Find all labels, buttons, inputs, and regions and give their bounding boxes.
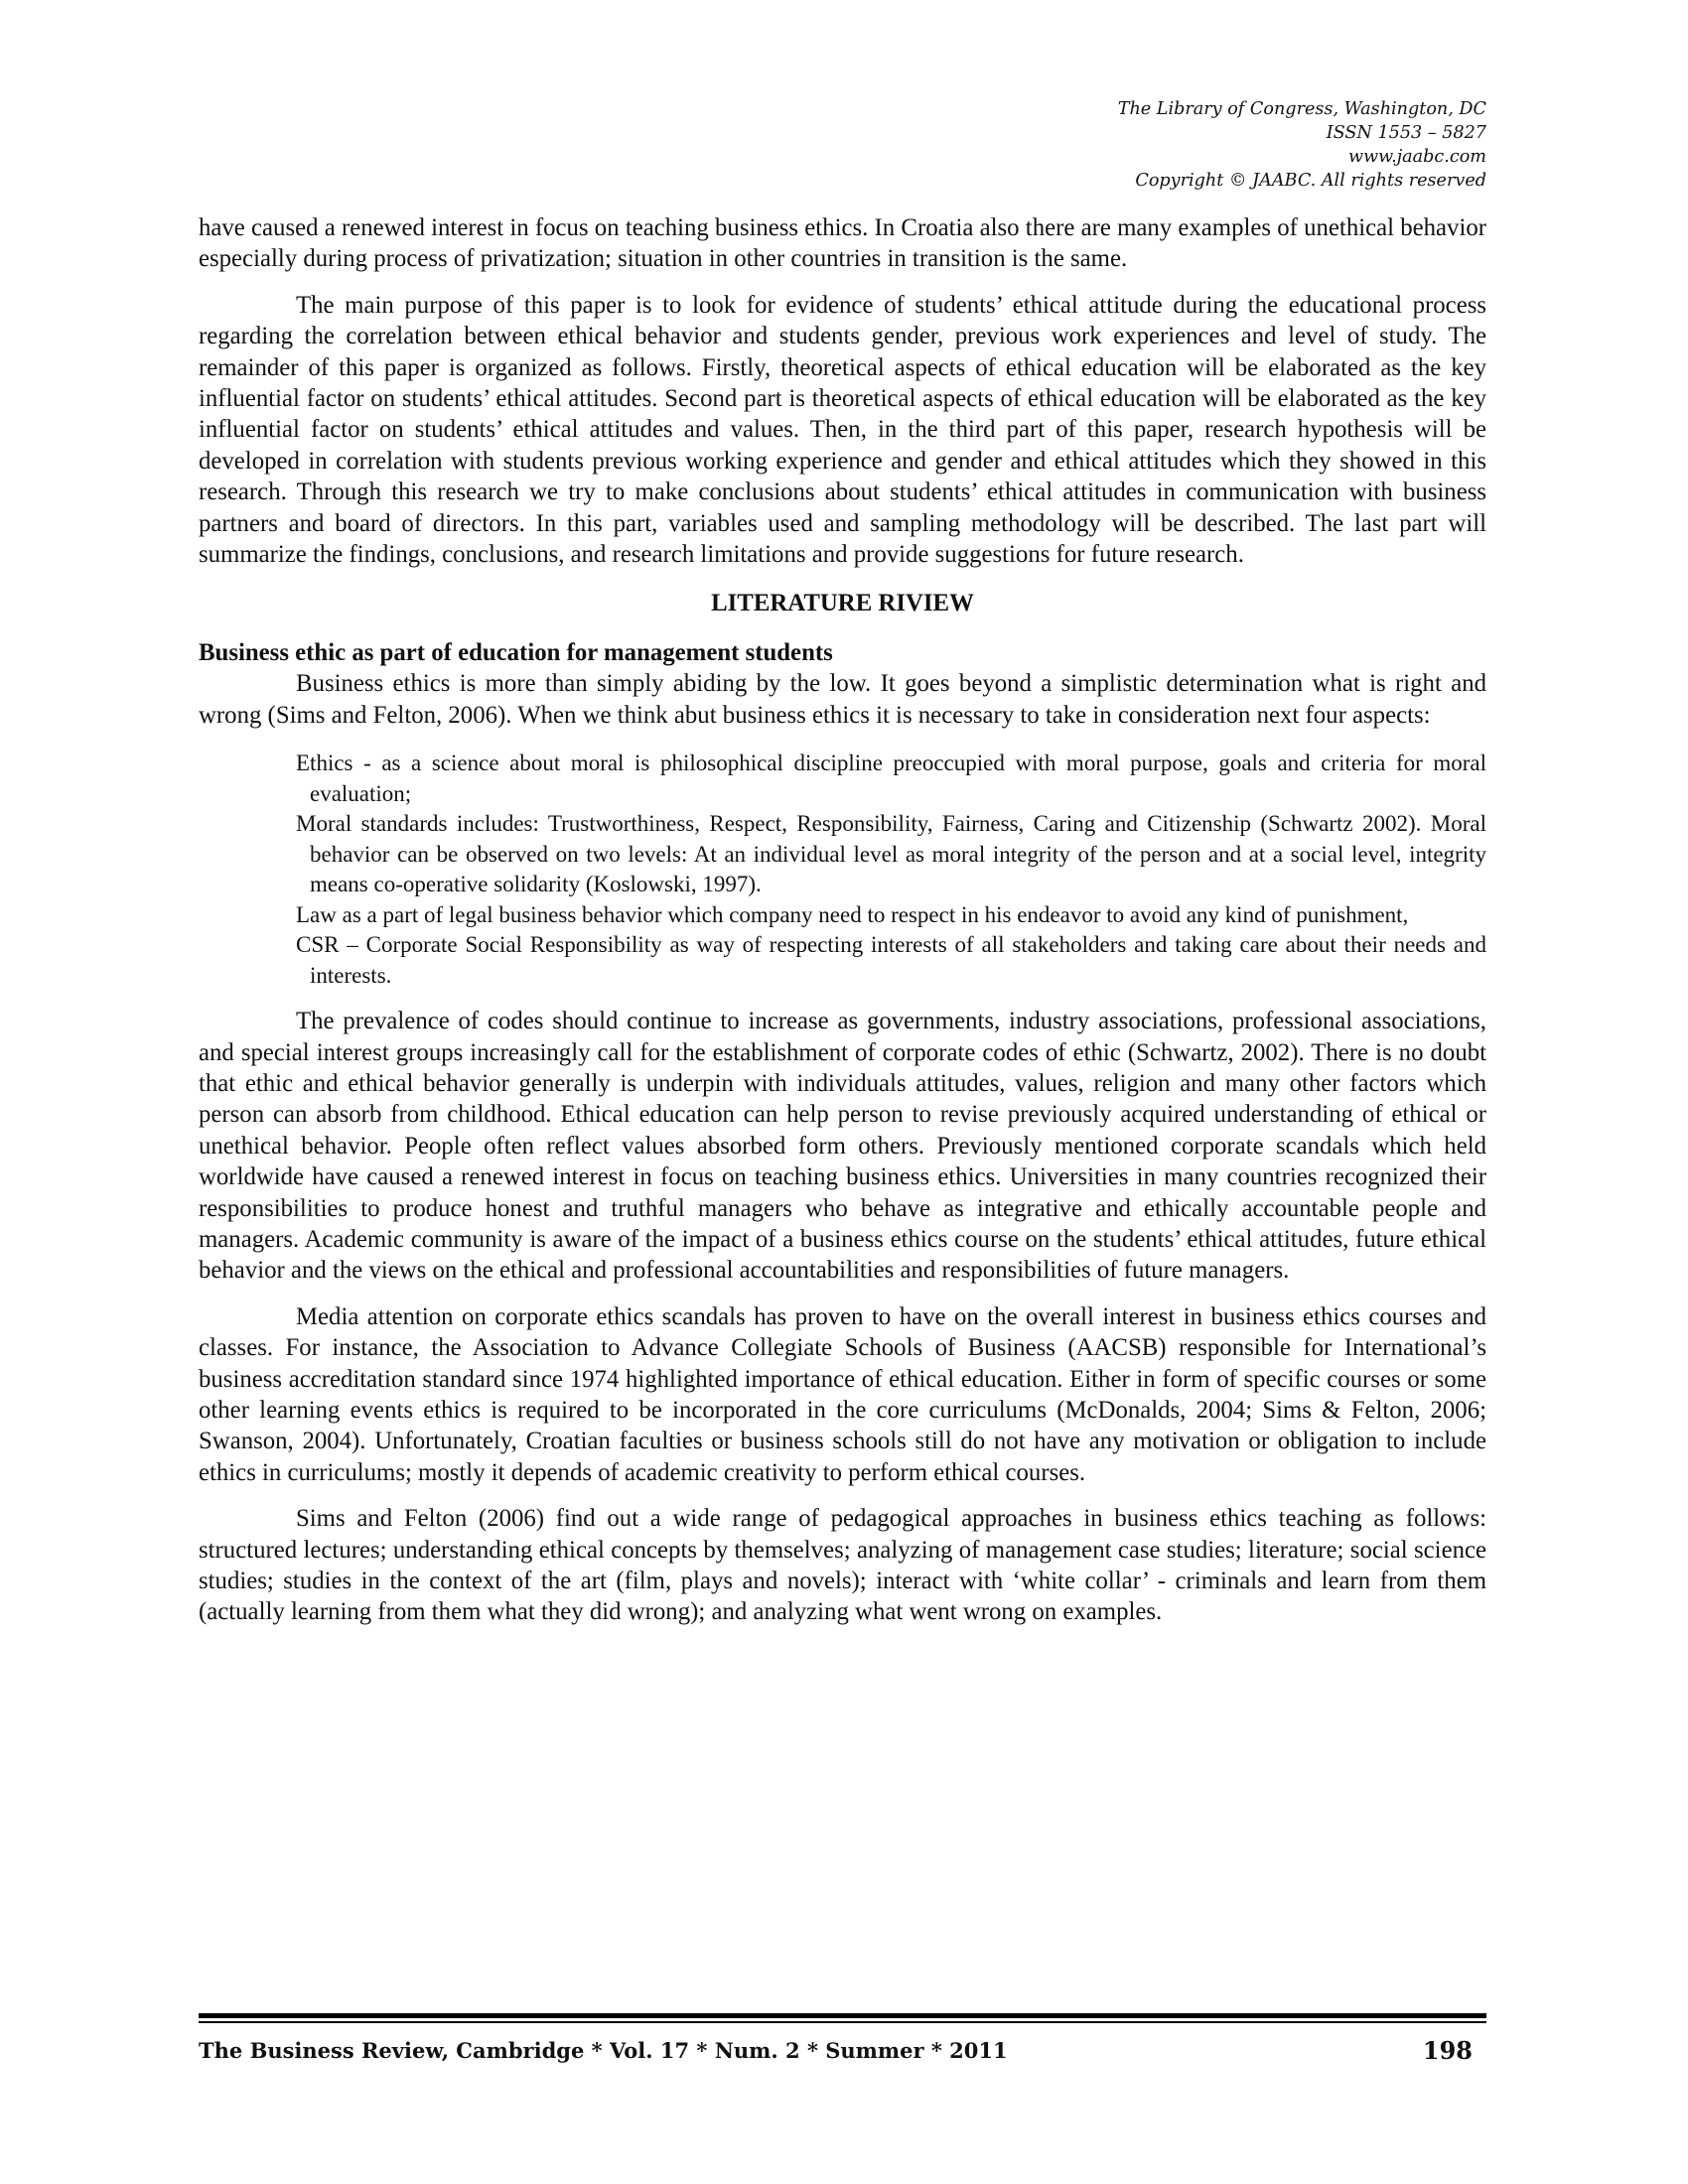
header-copyright: Copyright © JAABC. All rights reserved — [1135, 171, 1486, 191]
list-item: CSR – Corporate Social Responsibility as way of respecting interests of all stakeholders and taking care about their needs and interests. — [296, 932, 1486, 988]
page-header — [970, 97, 1486, 193]
article-body — [199, 212, 1486, 1628]
page-number: 198 — [1422, 2036, 1473, 2065]
footer-journal: The Business Review, Cambridge * Vol. 17 * Num. 2 * Summer * 2011 — [199, 2038, 1008, 2063]
list-item: Ethics - as a science about moral is philosophical discipline preoccupied with moral purpose, goals and criteria for moral evaluation; — [296, 751, 1486, 806]
header-publisher: The Library of Congress, Washington, DC — [1117, 99, 1486, 119]
footer-rule — [199, 2013, 1486, 2018]
paragraph-business-ethics: Business ethics is more than simply abiding by the low. It goes beyond a simplistic determination what is right and wrong (Sims and Felton, 2006). When we think abut business ethics it is necessary to take in consideration next four aspects: — [199, 670, 1486, 729]
list-item: Moral standards includes: Trustworthiness, Respect, Responsibility, Fairness, Caring and Citizenship (Schwartz 2002). Moral behavior can be observed on two levels: At an individual level as moral integrity of the person and at a social level, integrity means co-operative solidarity (Koslowski, 1997). — [296, 811, 1486, 897]
paragraph-codes: The prevalence of codes should continue to increase as governments, industry associations, professional associations, and special interest groups increasingly call for the establishment of corporate codes of ethic (Schwartz, 2002). There is no doubt that ethic and ethical behavior generally is underpin with individuals attitudes, values, religion and many other factors which person can absorb from childhood. Ethical education can help person to revise previously acquired understanding of ethical or unethical behavior. People often reflect values absorbed form others. Previously mentioned corporate scandals which held worldwide have caused a renewed interest in focus on teaching business ethics. Universities in many countries recognized their responsibilities to produce honest and truthful managers who behave as integrative and ethically accountable people and managers. Academic community is aware of the impact of a business ethics course on the students’ ethical attitudes, future ethical behavior and the views on the ethical and professional accountabilities and responsibilities of future managers. — [199, 1008, 1486, 1285]
footer-rule-thin — [199, 2021, 1486, 2023]
paragraph-purpose: The main purpose of this paper is to look for evidence of students’ ethical attitude during the educational process regarding the correlation between ethical behavior and students gender, previous work experiences and level of study. The remainder of this paper is organized as follows. Firstly, theoretical aspects of ethical education will be elaborated as the key influential factor on students’ ethical attitudes. Second part is theoretical aspects of ethical education will be elaborated as the key influential factor on students’ ethical attitudes and values. Then, in the third part of this paper, research hypothesis will be developed in correlation with students previous working experience and gender and ethical attitudes which they showed in this research. Through this research we try to make conclusions about students’ ethical attitudes in communication with business partners and board of directors. In this part, variables used and sampling methodology will be described. The last part will summarize the findings, conclusions, and research limitations and provide suggestions for future research. — [199, 291, 1486, 569]
page-footer — [199, 2037, 1486, 2065]
subsection-title: Business ethic as part of education for management students — [199, 638, 833, 666]
list-item: Law as a part of legal business behavior which company need to respect in his endeavor to avoid any kind of punishment, — [296, 901, 1409, 927]
header-issn: ISSN 1553 – 5827 — [1326, 123, 1486, 143]
paragraph-pedagogical-approaches: Sims and Felton (2006) find out a wide range of pedagogical approaches in business ethics teaching as follows: structured lectures; understanding ethical concepts by themselves; analyzing of management case studies; literature; social science studies; studies in the context of the art (film, plays and novels); interact with ‘white collar’ - criminals and learn from them (actually learning from them what they did wrong); and analyzing what went wrong on examples. — [199, 1505, 1486, 1626]
aspects-list — [199, 749, 1486, 991]
paragraph-media-attention: Media attention on corporate ethics scandals has proven to have on the overall interest in business ethics courses and classes. For instance, the Association to Advance Collegiate Schools of Business (AACSB) responsible for International’s business accreditation standard since 1974 highlighted importance of ethical education. Either in form of specific courses or some other learning events ethics is required to be incorporated in the core curriculums (McDonalds, 2004; Sims & Felton, 2006; Swanson, 2004). Unfortunately, Croatian faculties or business schools still do not have any motivation or obligation to include ethics in curriculums; mostly it depends of academic creativity to perform ethical courses. — [199, 1302, 1486, 1486]
header-website: www.jaabc.com — [1348, 147, 1486, 167]
section-title: LITERATURE RIVIEW — [711, 590, 974, 617]
paragraph-continued: have caused a renewed interest in focus on teaching business ethics. In Croatia also there are many examples of unethical behavior especially during process of privatization; situation in other countries in transition is the same. — [199, 214, 1486, 273]
